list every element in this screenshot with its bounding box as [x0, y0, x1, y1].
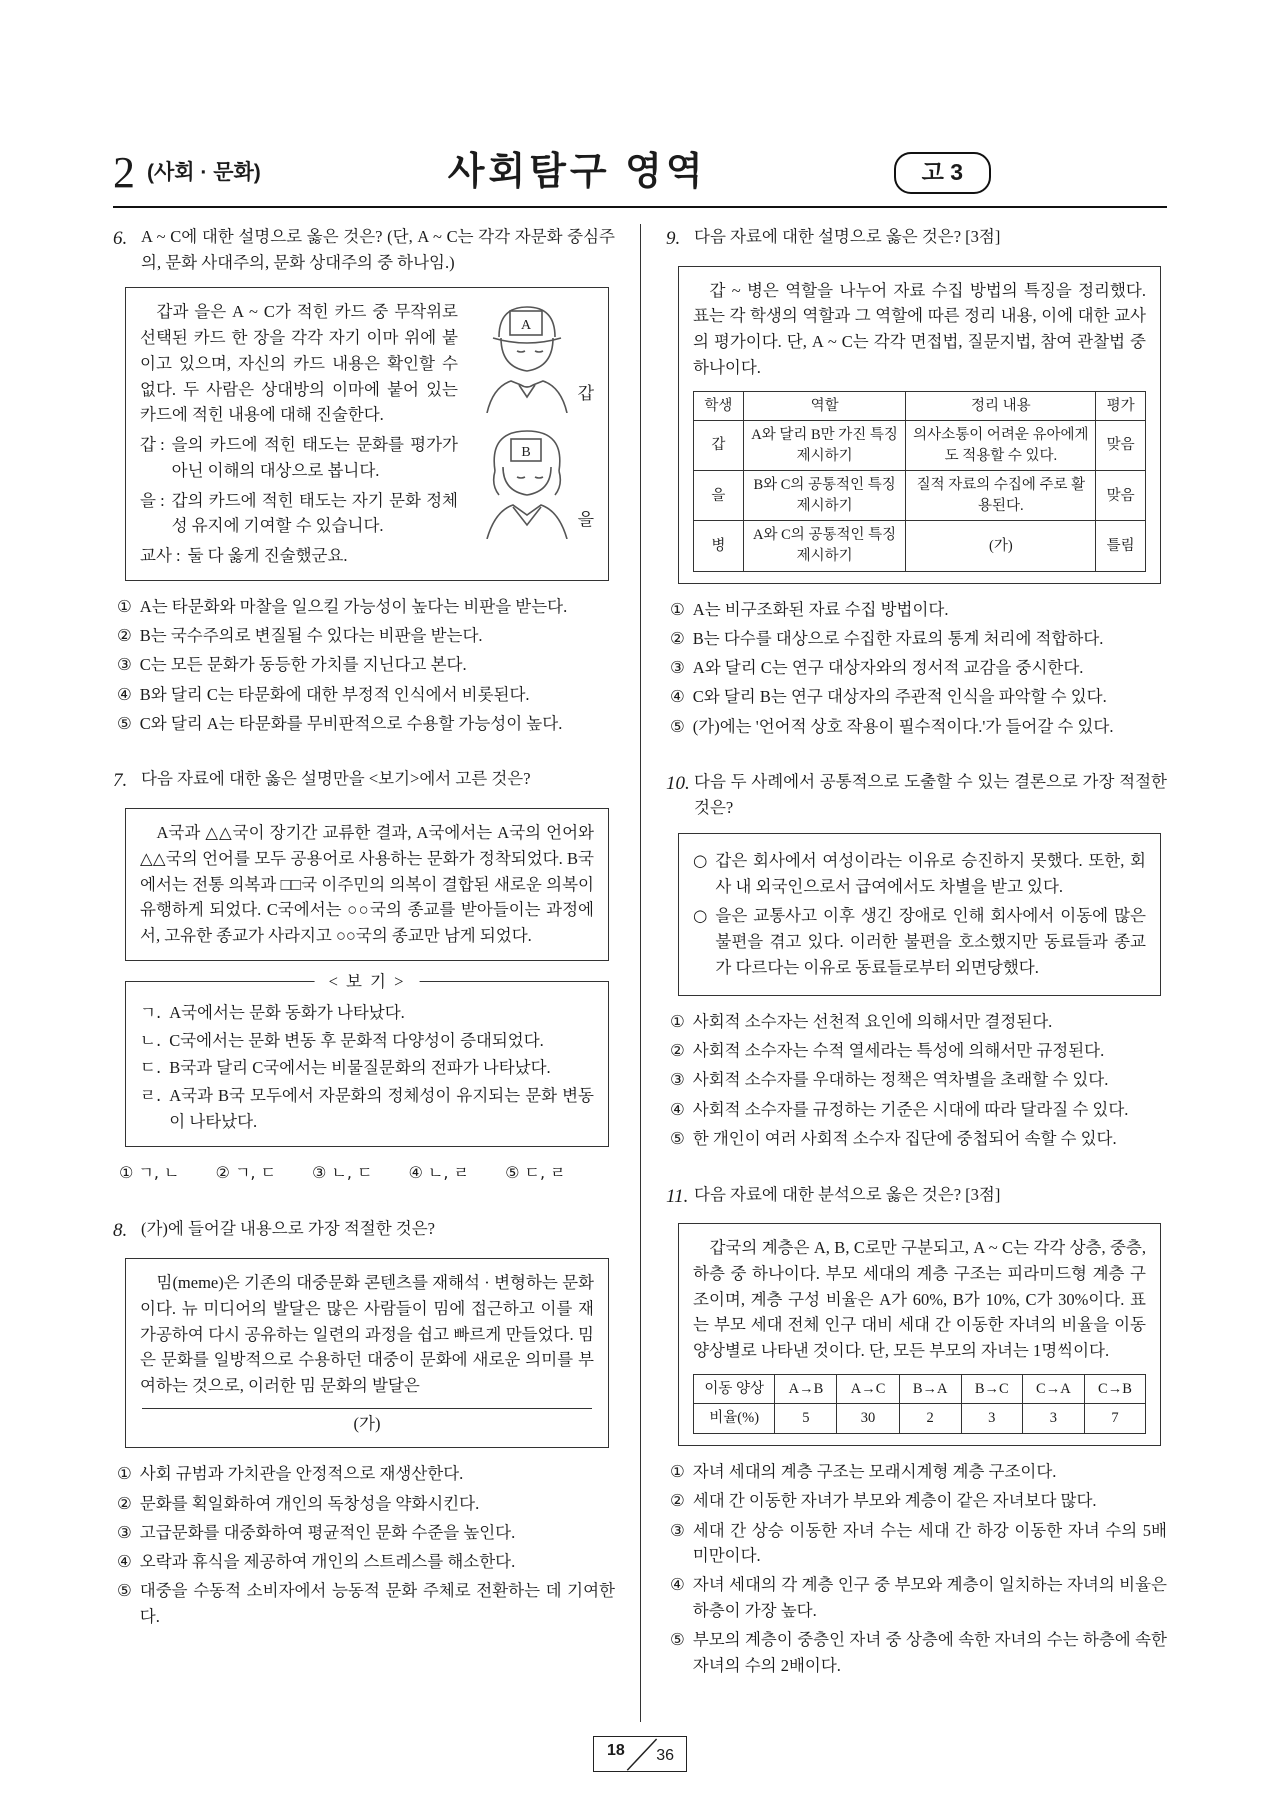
table-row [694, 521, 1146, 571]
answer-option: ① 사회적 소수자는 선천적 요인에 의해서만 결정된다. [670, 1011, 1053, 1031]
table-row [694, 1404, 1146, 1434]
q11-data-box [678, 1223, 1161, 1446]
question-10 [666, 769, 1167, 1151]
blank-underline [142, 1407, 592, 1409]
answer-option: ⑤ (가)에는 '언어적 상호 작용이 필수적이다.'가 들어갈 수 있다. [670, 716, 1114, 736]
question-stem: A ~ C에 대한 설명으로 옳은 것은? (단, A ~ C는 각각 자문화 중심주의, 문화 사대주의, 문화 상대주의 중 하나임.) [141, 227, 615, 272]
answer-option: ② B는 다수를 대상으로 수집한 자료의 통계 처리에 적합하다. [670, 628, 1104, 648]
table-cell: B와 C의 공통적인 특징 제시하기 [743, 471, 906, 521]
question-number: 8. [113, 1220, 128, 1242]
answer-option: ② ㄱ, ㄷ [215, 1163, 277, 1183]
student-eul-icon [479, 427, 575, 539]
table-cell: 3 [1022, 1404, 1084, 1434]
table-cell: A와 C의 공통적인 특징 제시하기 [743, 521, 906, 571]
answer-option: ② B는 국수주의로 변질될 수 있다는 비판을 받는다. [117, 626, 483, 646]
table-cell: 질적 자료의 수집에 주로 활용된다. [906, 471, 1096, 521]
answer-option: ③ 고급문화를 대중화하여 평균적인 문화 수준을 높인다. [117, 1522, 516, 1542]
case-item: ○ 갑은 회사에서 여성이라는 이유로 승진하지 못했다. 또한, 회사 내 외국인으로서 급여에서도 차별을 받고 있다. [693, 851, 1146, 896]
q8-passage: 밈(meme)은 기존의 대중문화 콘텐츠를 재해석 · 변형하는 문화이다. 뉴 미디어의 발달은 많은 사람들이 밈에 접근하고 이를 재가공하여 다시 공유하는 일련의 과정을 쉽고 빠르게 만들었다. 밈은 문화를 일방적으로 수용하던 대중이 문화에 새로운 의미를 부여하는 것으로, 이러한 밈 문화의 발달은 [140, 1273, 594, 1395]
table-cell: 틀림 [1096, 521, 1146, 571]
content-columns [113, 224, 1167, 1722]
question-stem: 다음 자료에 대한 분석으로 옳은 것은? [3점] [694, 1184, 1001, 1204]
bogi-item: ㄱ. A국에서는 문화 동화가 나타났다. [140, 1002, 405, 1022]
table-header: B→A [899, 1374, 961, 1404]
table-cell: 갑 [694, 421, 744, 471]
svg-text:A: A [520, 318, 531, 334]
table-header: 정리 내용 [906, 391, 1096, 421]
page-header [113, 146, 1167, 200]
q6-box-intro: 갑과 을은 A ~ C가 적힌 카드 중 무작위로 선택된 카드 한 장을 각각 자기 이마 위에 붙이고 있으며, 자신의 카드 내용은 확인할 수 없다. 두 사람은 상대방의 이마에 붙어 있는 카드에 적힌 내용에 대해 진술한다. [140, 302, 458, 425]
table-cell: 5 [775, 1404, 837, 1434]
question-stem: 다음 자료에 대한 옳은 설명만을 <보기>에서 고른 것은? [141, 769, 531, 789]
q11-intro: 갑국의 계층은 A, B, C로만 구분되고, A ~ C는 각각 상층, 중층, 하층 중 하나이다. 부모 세대의 계층 구조는 피라미드형 계층 구조이며, 계층 구성 비율은 A가 60%, B가 10%, C가 30%이다. 표는 부모 세대 전체 인구 대비 세대 간 이동한 자녀의 비율을 이동 양상별로 나타낸 것이다. 단, 모든 부모의 자녀는 1명씩이다. [693, 1238, 1146, 1361]
table-cell: 2 [899, 1404, 961, 1434]
answer-option: ① 사회 규범과 가치관을 안정적으로 재생산한다. [117, 1464, 464, 1484]
student-gap-icon [479, 301, 575, 413]
table-header: 이동 양상 [694, 1374, 775, 1404]
answer-option: ⑤ 대중을 수동적 소비자에서 능동적 문화 주체로 전환하는 데 기여한다. [117, 1581, 615, 1627]
q9-intro: 갑 ~ 병은 역할을 나누어 자료 수집 방법의 특징을 정리했다. 표는 각 학생의 역할과 그 역할에 따른 정리 내용, 이에 대한 교사의 평가이다. 단, A ~ C는 각각 면접법, 질문지법, 참여 관찰법 중 하나이다. [693, 280, 1146, 377]
answer-option: ③ C는 모든 문화가 동등한 가치를 지닌다고 본다. [117, 655, 467, 675]
q10-options [670, 1009, 1167, 1152]
table-cell: 의사소통이 어려운 유아에게도 적용할 수 있다. [906, 421, 1096, 471]
bogi-item: ㄹ. A국과 B국 모두에서 자문화의 정체성이 유지되는 문화 변동이 나타났다. [140, 1085, 594, 1131]
table-header: 평가 [1096, 391, 1146, 421]
bogi-item: ㄷ. B국과 달리 C국에서는 비물질문화의 전파가 나타났다. [140, 1058, 551, 1078]
figure-gap [479, 301, 594, 413]
table-cell: 7 [1084, 1404, 1145, 1434]
q9-data-box [678, 266, 1161, 584]
svg-text:B: B [520, 445, 531, 461]
q11-options [670, 1459, 1167, 1679]
header-divider [113, 206, 1167, 208]
blank-label: (가) [353, 1413, 381, 1433]
answer-option: ③ 사회적 소수자를 우대하는 정책은 역차별을 초래할 수 있다. [670, 1070, 1109, 1090]
question-stem: 다음 두 사례에서 공통적으로 도출할 수 있는 결론으로 가장 적절한 것은? [694, 772, 1167, 818]
answer-option: ① ㄱ, ㄴ [119, 1163, 180, 1183]
answer-option: ① A는 타문화와 마찰을 일으킬 가능성이 높다는 비판을 받는다. [117, 596, 568, 616]
table-header: 역할 [743, 391, 906, 421]
table-row [694, 471, 1146, 521]
question-number: 9. [666, 228, 681, 249]
question-number: 11. [666, 1185, 689, 1207]
speech-line: 갑 : 을의 카드에 적힌 태도는 문화를 평가가 아닌 이해의 대상으로 봅니다. [140, 435, 458, 480]
question-stem: 다음 자료에 대한 설명으로 옳은 것은? [3점] [694, 227, 1001, 246]
question-7 [113, 766, 615, 1186]
case-item: ○ 을은 교통사고 이후 생긴 장애로 인해 회사에서 이동에 많은 불편을 겪고 있다. 이러한 불편을 호소했지만 동료들과 종교가 다르다는 이유로 동료들로부터 외면당했다. [693, 906, 1146, 977]
bogi-items [140, 1000, 594, 1135]
speech-line: 을 : 갑의 카드에 적힌 태도는 자기 문화 정체성 유지에 기여할 수 있습니다. [140, 490, 458, 536]
left-column [113, 224, 640, 1722]
q8-options [117, 1461, 615, 1629]
current-page: 18 [607, 1742, 625, 1759]
grade-badge: 고 3 [894, 152, 991, 195]
answer-option: ④ 오락과 휴식을 제공하여 개인의 스트레스를 해소한다. [117, 1552, 516, 1572]
answer-option: ④ B와 달리 C는 타문화에 대한 부정적 인식에서 비롯된다. [117, 684, 530, 704]
bogi-item: ㄴ. C국에서는 문화 변동 후 문화적 다양성이 증대되었다. [140, 1030, 544, 1050]
table-header-row [694, 1374, 1146, 1404]
question-number: 7. [113, 770, 128, 792]
table-header: A→B [775, 1374, 837, 1404]
answer-option: ⑤ 부모의 계층이 중층인 자녀 중 상층에 속한 자녀의 수는 하층에 속한 자녀의 수의 2배이다. [670, 1630, 1167, 1676]
answer-option: ⑤ ㄷ, ㄹ [505, 1163, 566, 1183]
answer-option: ② 세대 간 이동한 자녀가 부모와 계층이 같은 자녀보다 많다. [670, 1491, 1097, 1511]
bogi-label: < 보 기 > [315, 969, 420, 995]
answer-option: ② 문화를 획일화하여 개인의 독창성을 약화시킨다. [117, 1493, 480, 1513]
question-11 [666, 1182, 1167, 1679]
q7-bogi-box [125, 971, 609, 1148]
answer-option: ④ ㄴ, ㄹ [408, 1163, 470, 1183]
table-cell: 병 [694, 521, 744, 571]
table-cell: 3 [961, 1404, 1022, 1434]
table-cell: 비율(%) [694, 1404, 775, 1434]
table-header: A→C [837, 1374, 899, 1404]
question-8 [113, 1216, 615, 1629]
section-label: (사회 · 문화) [147, 160, 261, 184]
total-pages: 36 [656, 1747, 674, 1765]
exam-title: 사회탐구 영역 [447, 151, 707, 194]
q10-cases-box [678, 833, 1161, 996]
table-header: B→C [961, 1374, 1022, 1404]
table-cell: A와 달리 B만 가진 특징 제시하기 [743, 421, 906, 471]
q7-passage-box [125, 808, 609, 961]
answer-option: ④ C와 달리 B는 연구 대상자의 주관적 인식을 파악할 수 있다. [670, 687, 1107, 707]
table-row [694, 421, 1146, 471]
table-header-row [694, 391, 1146, 421]
speech-line: 교사 : 둘 다 옳게 진술했군요. [140, 546, 348, 566]
answer-option: ⑤ 한 개인이 여러 사회적 소수자 집단에 중첩되어 속할 수 있다. [670, 1128, 1117, 1148]
table-header: C→A [1022, 1374, 1084, 1404]
table-cell: 맞음 [1096, 471, 1146, 521]
answer-option: ④ 사회적 소수자를 규정하는 기준은 시대에 따라 달라질 수 있다. [670, 1099, 1129, 1119]
page-indicator [593, 1736, 687, 1772]
answer-option: ① 자녀 세대의 계층 구조는 모래시계형 계층 구조이다. [670, 1462, 1057, 1482]
question-number: 10. [666, 773, 690, 795]
answer-option: ② 사회적 소수자는 수적 열세라는 특성에 의해서만 규정된다. [670, 1041, 1105, 1061]
q6-illustration [468, 301, 594, 539]
q6-scenario-box [125, 287, 609, 580]
answer-option: ③ A와 달리 C는 연구 대상자와의 정서적 교감을 중시한다. [670, 658, 1084, 678]
q8-passage-box [125, 1258, 609, 1448]
page-number-large: 2 [113, 148, 135, 197]
q6-options [117, 594, 615, 737]
figure-label-gap: 갑 [577, 383, 594, 403]
table-cell: (가) [906, 521, 1096, 571]
figure-label-eul: 을 [577, 509, 594, 529]
q7-answer-choices [119, 1161, 615, 1186]
answer-option: ① A는 비구조화된 자료 수집 방법이다. [670, 599, 949, 619]
answer-option: ④ 자녀 세대의 각 계층 인구 중 부모와 계층이 일치하는 자녀의 비율은 하층이 가장 높다. [670, 1575, 1167, 1621]
figure-eul [479, 427, 594, 539]
answer-option: ③ 세대 간 상승 이동한 자녀 수는 세대 간 하강 이동한 자녀 수의 5배 미만이다. [670, 1520, 1167, 1566]
right-column [640, 224, 1167, 1722]
answer-option: ⑤ C와 달리 A는 타문화를 무비판적으로 수용할 가능성이 높다. [117, 713, 563, 733]
q9-options [670, 597, 1167, 740]
table-cell: 을 [694, 471, 744, 521]
question-stem: (가)에 들어갈 내용으로 가장 적절한 것은? [141, 1219, 435, 1239]
q7-passage: A국과 △△국이 장기간 교류한 결과, A국에서는 A국의 언어와 △△국의 언어를 모두 공용어로 사용하는 문화가 정착되었다. B국에서는 전통 의복과 □□국 이주민의 의복이 결합된 새로운 의복이 유행하게 되었다. C국에서는 ○○국의 종교를 받아들이는 과정에서, 고유한 종교가 사라지고 ○○국의 종교만 남게 되었다. [140, 823, 594, 946]
table-header: C→B [1084, 1374, 1145, 1404]
question-6 [113, 224, 615, 736]
question-9 [666, 224, 1167, 739]
table-cell: 30 [837, 1404, 899, 1434]
q9-table [693, 391, 1146, 572]
table-cell: 맞음 [1096, 421, 1146, 471]
table-header: 학생 [694, 391, 744, 421]
question-number: 6. [113, 228, 128, 249]
answer-option: ③ ㄴ, ㄷ [312, 1163, 373, 1183]
q11-table [693, 1374, 1146, 1434]
